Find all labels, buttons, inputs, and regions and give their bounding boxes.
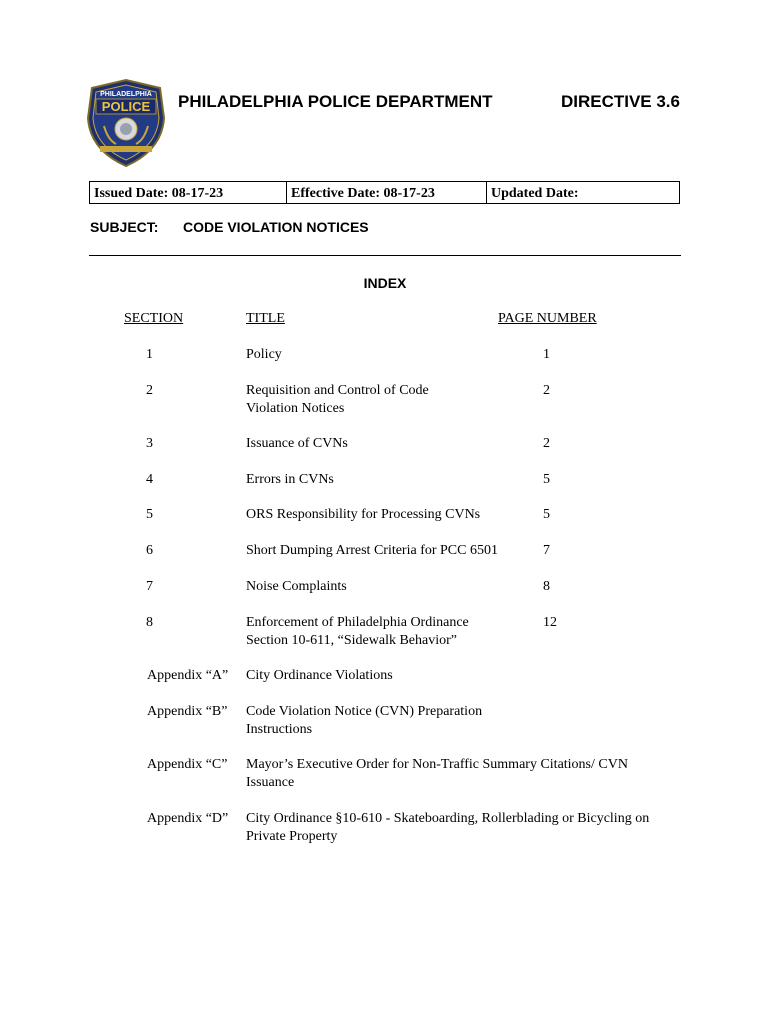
row-section: 7 bbox=[146, 579, 153, 594]
appendix-label: Appendix “C” bbox=[147, 757, 228, 772]
row-section: 5 bbox=[146, 507, 153, 522]
row-page: 7 bbox=[543, 543, 550, 558]
row-section: 2 bbox=[146, 383, 153, 398]
row-page: 12 bbox=[543, 615, 557, 630]
appendix-title: Code Violation Notice (CVN) Preparation Instructions bbox=[246, 704, 483, 737]
row-title: Issuance of CVNs bbox=[246, 436, 348, 451]
subject-label: SUBJECT: bbox=[90, 219, 159, 235]
column-header-page: PAGE NUMBER bbox=[498, 311, 597, 326]
row-section: 8 bbox=[146, 615, 153, 630]
row-title: Requisition and Control of Code Violation Notices bbox=[246, 383, 429, 416]
column-header-title: TITLE bbox=[246, 311, 285, 326]
row-title: Policy bbox=[246, 347, 282, 362]
row-section: 3 bbox=[146, 436, 153, 451]
row-section: 1 bbox=[146, 347, 153, 362]
appendix-title: City Ordinance Violations bbox=[246, 668, 393, 683]
row-page: 8 bbox=[543, 579, 550, 594]
police-badge-icon bbox=[86, 78, 166, 168]
appendix-title: Mayor’s Executive Order for Non-Traffic Summary Citations/ CVN Issuance bbox=[246, 757, 628, 790]
svg-text:POLICE: POLICE bbox=[101, 99, 151, 114]
row-title: Errors in CVNs bbox=[246, 472, 334, 487]
row-page: 2 bbox=[543, 383, 550, 398]
row-section: 6 bbox=[146, 543, 153, 558]
row-page: 2 bbox=[543, 436, 550, 451]
row-title: Noise Complaints bbox=[246, 579, 347, 594]
subject-line bbox=[90, 219, 369, 235]
row-title: Short Dumping Arrest Criteria for PCC 6501 bbox=[246, 543, 498, 558]
effective-date: Effective Date: 08-17-23 bbox=[287, 182, 487, 203]
row-section: 4 bbox=[146, 472, 153, 487]
index-title: INDEX bbox=[363, 275, 407, 291]
appendix-label: Appendix “B” bbox=[147, 704, 228, 719]
svg-text:PHILADELPHIA: PHILADELPHIA bbox=[100, 91, 152, 98]
row-page: 5 bbox=[543, 472, 550, 487]
updated-date: Updated Date: bbox=[491, 186, 579, 201]
department-title: PHILADELPHIA POLICE DEPARTMENT bbox=[178, 92, 493, 111]
issued-date: Issued Date: 08-17-23 bbox=[90, 182, 287, 203]
appendix-title: City Ordinance §10-610 - Skateboarding, Rollerblading or Bicycling on Private Property bbox=[246, 811, 650, 844]
directive-number: DIRECTIVE 3.6 bbox=[560, 92, 680, 111]
appendix-label: Appendix “D” bbox=[147, 811, 229, 826]
row-page: 1 bbox=[543, 347, 550, 362]
appendix-label: Appendix “A” bbox=[147, 668, 229, 683]
subject-value: CODE VIOLATION NOTICES bbox=[183, 219, 369, 235]
row-title: Enforcement of Philadelphia Ordinance Section 10-611, “Sidewalk Behavior” bbox=[246, 615, 469, 648]
dates-table bbox=[89, 181, 680, 204]
divider bbox=[89, 255, 681, 256]
column-header-section: SECTION bbox=[124, 311, 184, 326]
row-page: 5 bbox=[543, 507, 550, 522]
row-title: ORS Responsibility for Processing CVNs bbox=[246, 507, 481, 522]
